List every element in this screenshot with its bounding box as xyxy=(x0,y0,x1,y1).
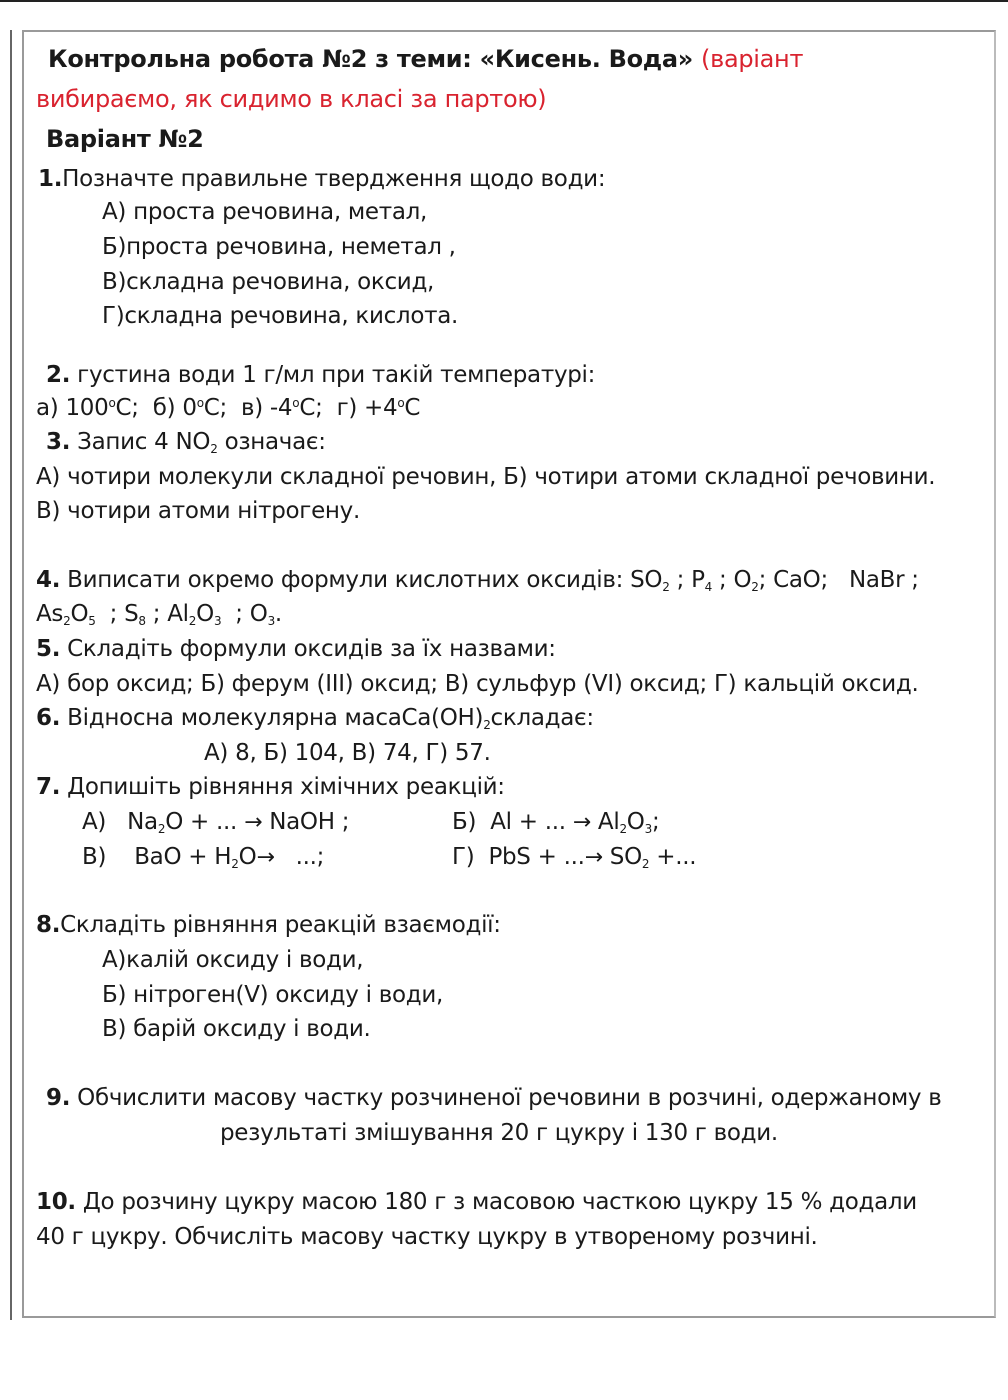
question-9 xyxy=(46,1083,942,1113)
question-1 xyxy=(38,164,605,194)
q5-text: Складіть формули оксидів за їх назвами: xyxy=(67,636,556,662)
title-note-2: вибираємо, як сидимо в класі за партою) xyxy=(36,85,547,113)
formula-p4: $P_4$ xyxy=(691,567,712,594)
q2-option-b: б) $0^оС$; xyxy=(152,395,227,421)
formula-o3: $O_3$ xyxy=(249,601,275,628)
q8-option-a: А)калій оксиду і води, xyxy=(102,947,364,973)
arrow-icon: → xyxy=(244,810,263,835)
formula-al2o3: $Al_2O_3$ xyxy=(167,601,222,628)
q4-text: Виписати окремо формули кислотних оксидів: xyxy=(67,567,624,593)
top-edge-line xyxy=(0,0,1008,2)
q6-text: Відносна молекулярна масаCa(OH) xyxy=(67,705,484,731)
question-8 xyxy=(36,910,501,940)
formula-cao: CaO; xyxy=(773,567,828,593)
q1-number: 1. xyxy=(38,166,63,192)
q9-line-1: Обчислити масову частку розчиненої речовини в розчині, одержаному в xyxy=(77,1085,942,1111)
q7-equation-d: Г) PbS + ...→ $SO_2$ +... xyxy=(452,844,697,871)
q1-option-a: А) проста речовина, метал, xyxy=(102,199,428,225)
q6-answers: А) 8, Б) 104, В) 74, Г) 57. xyxy=(204,740,491,766)
q10-line-1: До розчину цукру масою 180 г з масовою часткою цукру 15 % додали xyxy=(82,1189,917,1215)
question-6 xyxy=(36,703,594,733)
q1-option-b: Б)проста речовина, неметал , xyxy=(102,234,456,260)
q3-subscript: 2 xyxy=(210,442,218,456)
q7-equation-b: Б) Al + ... → $Al_2O_3$; xyxy=(452,809,660,836)
arrow-icon: → xyxy=(256,845,275,870)
q4-number: 4. xyxy=(36,567,61,593)
q7-number: 7. xyxy=(36,774,61,800)
q2-option-c: в) $-4^оС$; xyxy=(240,395,323,421)
formula-so2: $SO_2$ xyxy=(630,567,670,594)
q3-options-line xyxy=(36,462,935,492)
q9-line-2: результаті змішування 20 г цукру і 130 г води. xyxy=(220,1120,778,1146)
q6-text-after: складає: xyxy=(490,705,594,731)
q2-option-a: а) $100^оС$; xyxy=(36,395,139,421)
q10-number: 10. xyxy=(36,1189,76,1215)
title-note-1: (варіант xyxy=(701,45,804,73)
question-10 xyxy=(36,1187,917,1217)
variant-heading: Варіант №2 xyxy=(46,125,204,153)
q9-number: 9. xyxy=(46,1085,71,1111)
q2-option-d: $г) +4^оС$ xyxy=(336,395,421,421)
question-7 xyxy=(36,772,505,802)
arrow-icon: → xyxy=(572,810,591,835)
q1-text: Позначте правильне твердження щодо води: xyxy=(62,166,606,192)
q2-number: 2. xyxy=(46,362,71,388)
q6-subscript: 2 xyxy=(483,718,491,732)
formula-nabr: NaBr ; xyxy=(848,567,919,593)
q3-text: Запис 4 NO xyxy=(77,429,211,455)
q8-text: Складіть рівняння реакцій взаємодії: xyxy=(60,912,501,938)
q8-option-b: Б) нітроген(V) оксиду і води, xyxy=(102,982,443,1008)
q3-option-b: Б) чотири атоми складної речовини. xyxy=(503,464,936,490)
q3-option-c: В) чотири атоми нітрогену. xyxy=(36,498,360,524)
q1-option-d: Г)складна речовина, кислота. xyxy=(102,303,459,329)
q3-text-after: означає: xyxy=(224,429,326,455)
q3-option-a: А) чотири молекули складної речовин, xyxy=(36,464,497,490)
q5-number: 5. xyxy=(36,636,61,662)
question-2 xyxy=(46,360,595,390)
q1-option-c: В)складна речовина, оксид, xyxy=(102,269,435,295)
title-main: Контрольна робота №2 з теми: «Кисень. Вода» xyxy=(48,45,693,73)
arrow-icon: → xyxy=(584,845,603,870)
q8-number: 8. xyxy=(36,912,61,938)
q7-equation-c: В) BaO + $H_2O\to$ ...; xyxy=(82,844,325,871)
q7-equation-a: А) $Na_2O$ + ... → NaOH ; xyxy=(82,809,350,836)
q7-text: Допишіть рівняння хімічних реакцій: xyxy=(67,774,505,800)
question-5 xyxy=(36,634,556,664)
formula-as2o5: $As_2O_5$ xyxy=(36,601,96,628)
q3-number: 3. xyxy=(46,429,71,455)
left-edge xyxy=(0,30,12,1320)
formula-s8: $S_8$ xyxy=(124,601,146,628)
q2-options xyxy=(36,393,420,423)
question-3 xyxy=(46,427,326,457)
q6-number: 6. xyxy=(36,705,61,731)
title-line-1 xyxy=(48,44,803,74)
q5-options: А) бор оксид; Б) ферум (ІІІ) оксид; В) сульфур (VI) оксид; Г) кальцій оксид. xyxy=(36,671,919,697)
question-4: 4. Виписати окремо формули кислотних оксидів: $SO_2$ ; $P_4$ ; $O_2$; CaO; NaBr ; xyxy=(36,567,919,594)
q8-option-c: В) барій оксиду і води. xyxy=(102,1016,371,1042)
q2-text: густина води 1 г/мл при такій температурі: xyxy=(77,362,596,388)
q4-formulas-line-2: $As_2O_5$ ; $S_8$ ; $Al_2O_3$ ; $O_3$. xyxy=(36,601,282,628)
q10-line-2: 40 г цукру. Обчисліть масову частку цукру в утвореному розчині. xyxy=(36,1224,818,1250)
formula-o2: $O_2$ xyxy=(733,567,759,594)
